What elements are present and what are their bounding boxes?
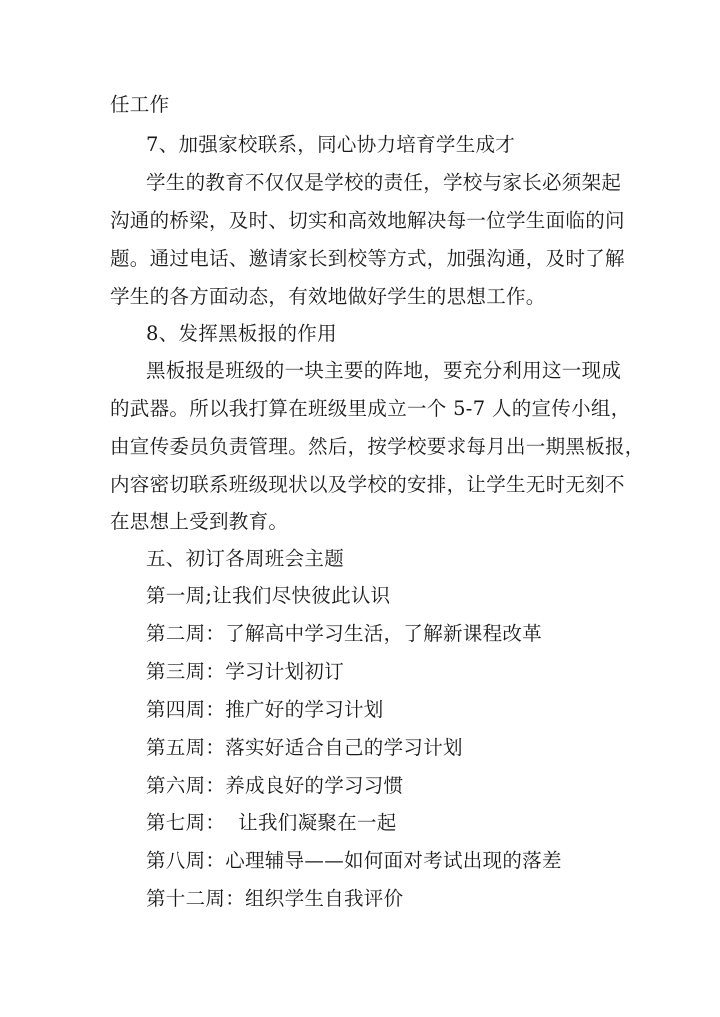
paragraph-line: 的武器。所以我打算在班级里成立一个 5-7 人的宣传小组，: [110, 397, 631, 420]
week-topic-4: 第四周：推广好的学习计划: [146, 698, 384, 721]
week-topic-1: 第一周;让我们尽快彼此认识: [146, 584, 391, 607]
heading-item-8: 8、发挥黑板报的作用: [146, 322, 337, 345]
week-topic-7: 第七周： 让我们凝聚在一起: [146, 811, 397, 834]
week-topic-3: 第三周：学习计划初订: [146, 660, 345, 683]
paragraph-line: 题。通过电话、邀请家长到校等方式，加强沟通，及时了解: [110, 247, 625, 270]
week-topic-5: 第五周：落实好适合自己的学习计划: [146, 736, 463, 759]
paragraph-line: 由宣传委员负责管理。然后，按学校要求每月出一期黑板报，: [110, 435, 645, 458]
paragraph-line: 学生的教育不仅仅是学校的责任，学校与家长必须架起: [146, 171, 622, 194]
week-topic-6: 第六周：养成良好的学习习惯: [146, 774, 404, 797]
paragraph-line: 学生的各方面动态，有效地做好学生的思想工作。: [110, 285, 546, 308]
week-topic-8: 第八周：心理辅导——如何面对考试出现的落差: [146, 849, 562, 872]
section-heading: 五、初订各周班会主题: [146, 547, 345, 570]
paragraph-line: 在思想上受到教育。: [110, 510, 289, 533]
paragraph-line: 内容密切联系班级现状以及学校的安排，让学生无时无刻不: [110, 473, 625, 496]
week-topic-12: 第十二周：组织学生自我评价: [146, 887, 404, 910]
heading-item-7: 7、加强家校联系，同心协力培育学生成才: [146, 133, 516, 156]
text-line-continuation: 任工作: [110, 93, 170, 116]
paragraph-line: 黑板报是班级的一块主要的阵地，要充分利用这一现成: [146, 359, 622, 382]
paragraph-line: 沟通的桥梁，及时、切实和高效地解决每一位学生面临的问: [110, 209, 625, 232]
week-topic-2: 第二周：了解高中学习生活，了解新课程改革: [146, 622, 543, 645]
